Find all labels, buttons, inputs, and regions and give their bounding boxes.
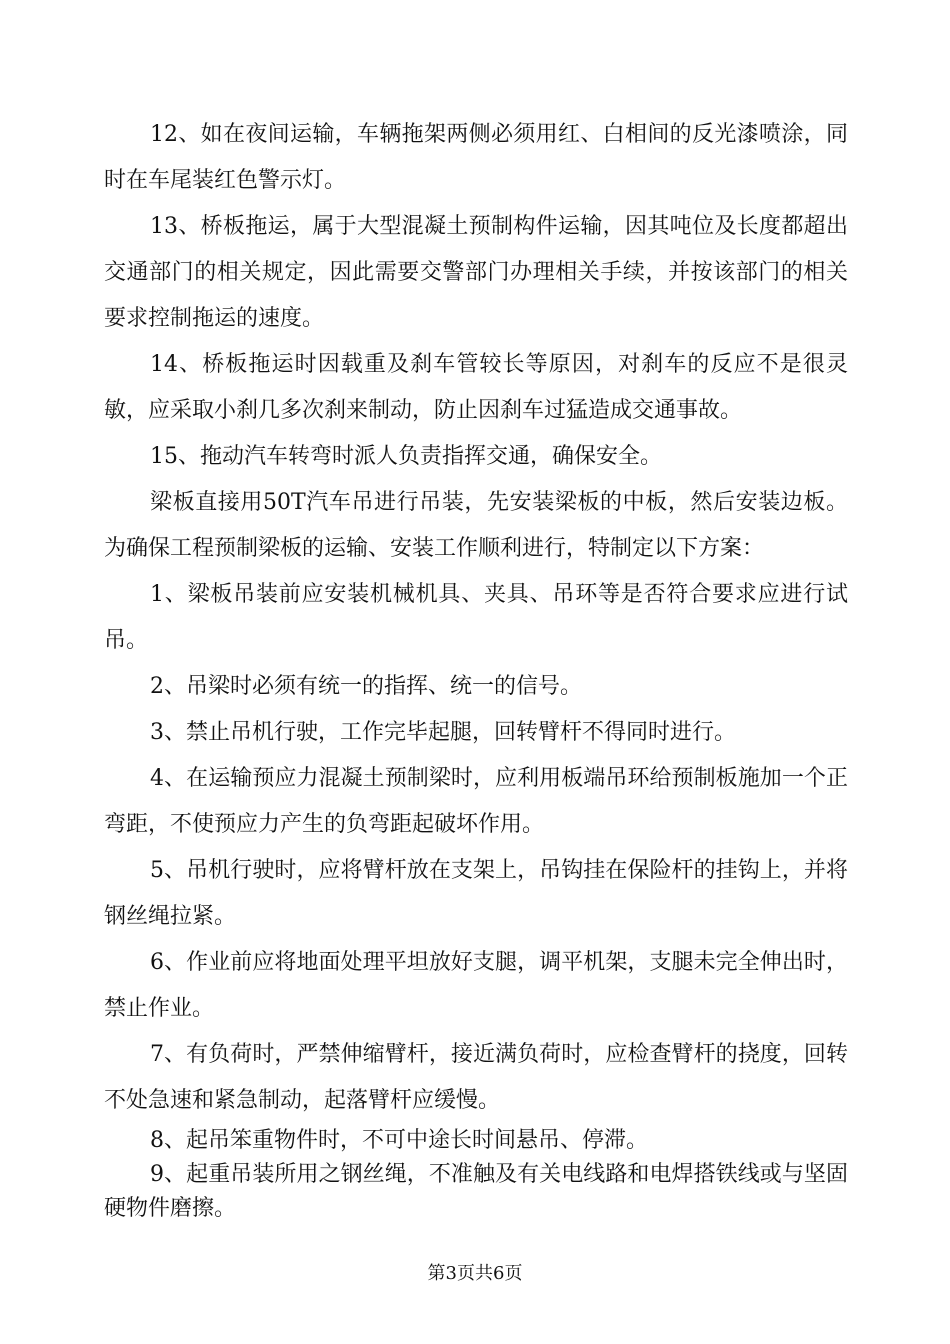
paragraph-13: 13、桥板拖运，属于大型混凝土预制构件运输，因其吨位及长度都超出交通部门的相关规定，因此需要交警部门办理相关手续，并按该部门的相关要求控制拖运的速度。 <box>104 214 848 331</box>
paragraph-15: 15、拖动汽车转弯时派人负责指挥交通，确保安全。 <box>150 444 662 469</box>
paragraph-item-8: 8、起吊笨重物件时，不可中途长时间悬吊、停滞。 <box>150 1128 648 1153</box>
document-body <box>104 112 848 1226</box>
paragraph-14: 14、桥板拖运时因载重及刹车管较长等原因，对刹车的反应不是很灵敏，应采取小刹几多次刹来制动，防止因刹车过猛造成交通事故。 <box>104 352 848 423</box>
paragraph-item-1: 1、梁板吊装前应安装机械机具、夹具、吊环等是否符合要求应进行试吊。 <box>104 582 848 653</box>
paragraph-lifting-intro: 梁板直接用50T汽车吊进行吊装，先安装梁板的中板，然后安装边板。为确保工程预制梁板的运输、安装工作顺利进行，特制定以下方案： <box>104 490 848 561</box>
paragraph-item-3: 3、禁止吊机行驶，工作完毕起腿，回转臂杆不得同时进行。 <box>150 720 736 745</box>
paragraph-item-6: 6、作业前应将地面处理平坦放好支腿，调平机架，支腿未完全伸出时，禁止作业。 <box>104 950 848 1021</box>
paragraph-item-4: 4、在运输预应力混凝土预制梁时，应利用板端吊环给预制板施加一个正弯距，不使预应力产生的负弯距起破坏作用。 <box>104 766 848 837</box>
paragraph-item-5: 5、吊机行驶时，应将臂杆放在支架上，吊钩挂在保险杆的挂钩上，并将钢丝绳拉紧。 <box>104 858 848 929</box>
paragraph-item-9: 9、起重吊装所用之钢丝绳，不准触及有关电线路和电焊搭铁线或与坚固硬物件磨擦。 <box>104 1162 848 1221</box>
paragraph-12: 12、如在夜间运输，车辆拖架两侧必须用红、白相间的反光漆喷涂，同时在车尾装红色警示灯。 <box>104 122 848 193</box>
paragraph-item-7: 7、有负荷时，严禁伸缩臂杆，接近满负荷时，应检查臂杆的挠度，回转不处急速和紧急制动，起落臂杆应缓慢。 <box>104 1042 848 1113</box>
page-number-footer: 第3页共6页 <box>427 1263 523 1284</box>
paragraph-item-2: 2、吊梁时必须有统一的指挥、统一的信号。 <box>150 674 582 699</box>
